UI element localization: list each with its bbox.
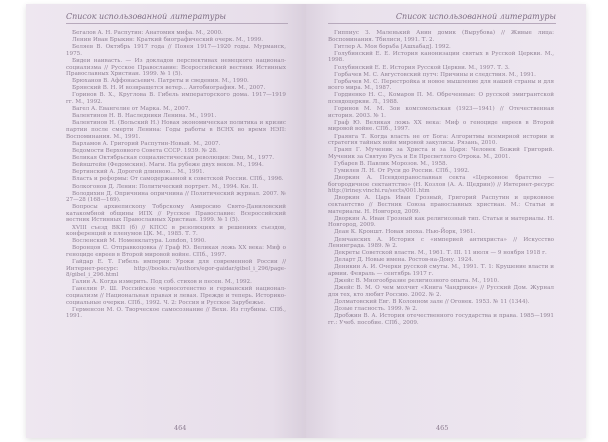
bibliography-entry: Джейс В. М. О чем молчит «Книга Чандрики» // Русский Дом. Журнал для тех, кто любит Россию. 2002. № 2. bbox=[328, 285, 554, 298]
left-page bbox=[26, 4, 306, 438]
right-bibliography-list bbox=[328, 30, 554, 327]
bibliography-entry: Гиппиус З. Маленький Анин домик (Вырубова) // Живые лица: Воспоминания. Тбилиси, 1991. Т. 2. bbox=[328, 30, 554, 43]
bibliography-entry: Голубинский Е. Е. История канонизации святых в Русской Церкви. М., 1998. bbox=[328, 50, 554, 64]
bibliography-entry: Декреты Советской власти. М., 1961. Т. III. 11 июля — 9 ноября 1918 г. bbox=[334, 250, 547, 257]
bibliography-entry: Деларт Д. Новые имена. Ростов-на-Дону. 1924. bbox=[334, 257, 474, 264]
bibliography-entry: Воронцов С. Отправкоцовка // Граф Ю. Великая ложь XX века: Миф о геноциде евреев в Второй мировой войне. СПб., 1997. bbox=[66, 245, 286, 258]
bibliography-entry: Гайдар Е. Т. Гибель империи: Уроки для современной России // Интернет-ресурс: http://books.ru/authors/egor-gaidar/gibel_i_296/page-8/gibel_i_296.html bbox=[66, 259, 286, 279]
bibliography-entry: Дворкин А. Иван Грозный как религиозный тип. Статьи и материалы. Н. Новгород, 2009. bbox=[328, 215, 554, 229]
bibliography-entry: Дворкин А. Псевдоправославная секта «Церковное братство — богородичное сектантство» (Н. Козлов (А. А. Щедрин)) // Интернет-ресурс http://iriney.vinchi.ru/sects/001.htm bbox=[328, 175, 554, 195]
bibliography-entry: Голубинский Е. Е. История Русской Церкви. М., 1997. Т. 3. bbox=[334, 64, 510, 71]
bibliography-entry: Дворкин А. Царь Иван Грозный, Григорий Распутин и церковное сектантство // Вестник Союза православных христиан. М.: Статьи и материалы. Н. Новгород, 2009. bbox=[328, 195, 554, 215]
right-running-header: Список использованной литературы bbox=[328, 12, 556, 24]
bibliography-entry: Джейс В. Многообразие религиозного опыта. М., 1910. bbox=[334, 278, 499, 285]
bibliography-entry: XVIII съезд ВКП (б) // КПСС в резолюциях и решениях съездов, конференций и пленумов ЦК. М., 1985. Т. 7. bbox=[66, 224, 286, 238]
bibliography-entry: Вопросы архиепископу Тобрскому Амвросию Свято-Даниловский катакомбной общины ИПХ // Русское Православие: Всероссийский вестник Истинных Православных Христиан. 1999. № 1 (5). bbox=[66, 204, 286, 224]
bibliography-entry: Валентинов Н. (Вольский Н.) Новая экономическая политика и кризис партии после смерти Ленина: Годы работы в ВСНХ во время НЭП: Воспоминания. М., 1991. bbox=[66, 120, 286, 140]
left-running-header: Список использованной литературы bbox=[66, 12, 288, 24]
bibliography-entry: Гордиенко Н. С., Комаров П. М. Обреченные: О русской эмигрантской псевдоцеркви. Л., 1988. bbox=[328, 92, 554, 106]
bibliography-entry: Горинов В. Х., Круглова В. Гибель императорского дома. 1917—1919 гг. М., 1992. bbox=[66, 92, 286, 106]
bibliography-entry: Дозые гласность. 1999. № 2. bbox=[334, 306, 418, 313]
bibliography-entry: Бегалов А. Н. Распутин: Анатомия мифа. М., 2000. bbox=[72, 30, 223, 36]
bibliography-entry: Деан К. Кроншт. Новая эпоха. Нью-Йорк, 1961. bbox=[334, 229, 476, 236]
bibliography-entry: Варламов А. Григорий Распутин-Новый. М., 2007. bbox=[72, 140, 221, 147]
bibliography-entry: Ленин Иван Брыкин: Краткий биографический очерк. М., 1999. bbox=[72, 37, 264, 44]
bibliography-entry: Граяп Г. Мученик за Христа и за Царя: Человек Божий Григорий. Мученик за Святую Русь и Ея Пресветлого Отрока. М., 2001. bbox=[328, 147, 554, 160]
bibliography-entry: Ведомости Верховного Совета СССР. 1939. № 28. bbox=[72, 147, 218, 154]
bibliography-entry: Гумилев Л. Н. От Руси до России. СПб., 1992. bbox=[334, 168, 470, 175]
left-page-number: 464 bbox=[174, 424, 187, 432]
bibliography-entry: Галин А. Когда измерить. Под соб. стихов и песен. М., 1992. bbox=[72, 279, 252, 286]
bibliography-entry: Беляев В. Октябрь 1917 года // Пояея 1917—1920 годы. Мурманск, 1975. bbox=[66, 44, 286, 57]
bibliography-entry: Деникин А. И. Очерки русской смуты. М., 1991. Т. 1: Крушение власти и армии. Февраль — сентябрь 1917 г. bbox=[328, 264, 554, 278]
bibliography-entry: Власть и реформы: От самодержавной к советской России. СПб., 1996. bbox=[72, 176, 284, 183]
bibliography-entry: Гитлер А. Моя борьба [Ашхабад]. 1992. bbox=[334, 43, 451, 50]
bibliography-entry: Демчанских А. История с «империей антихриста» // Искусство Ленинграда. 1989. № 2. bbox=[328, 236, 554, 250]
bibliography-entry: Горбачев М. С. Перестройка и новое мышление для нашей страны и для всего мира. М., 1987. bbox=[328, 78, 554, 92]
bibliography-entry: Горинов М. М. Зои комсомольская (1923—1941) // Отечественная история. 2003. № 1. bbox=[328, 106, 554, 119]
bibliography-entry: Горбачев М. С. Августовский путч: Причины и следствия. М., 1991. bbox=[334, 71, 536, 78]
bibliography-entry: Восленский М. Номенклатура. London, 1990. bbox=[72, 238, 207, 245]
bibliography-entry: Вагел А. Евангелие от Марка. М., 2007. bbox=[72, 106, 191, 113]
bibliography-entry: Великая Октябрьская социалистическая революция: Энц. М., 1977. bbox=[72, 154, 275, 161]
bibliography-entry: Вертинский А. Дорогой длинною... М., 1991. bbox=[72, 169, 205, 176]
bibliography-entry: Брюханов В. Аффонасьевич. Патреты и сведения. М., 1990. bbox=[72, 78, 249, 85]
bibliography-entry: Брянский В. Н. И возвращется ветер... Автобиография. М., 2007. bbox=[72, 85, 266, 92]
bibliography-entry: Граянга Т. Когда власть не от Бога: Алгоритмы всемирной истории и стратегия тайных войн мировой закулисы. Рязань, 2010. bbox=[328, 133, 554, 147]
bibliography-entry: Дробжин В. А. История отечественного государства и права. 1985—1991 гг.: Учеб. пособие. СПб., 2009. bbox=[328, 313, 554, 326]
bibliography-entry: Волкогонов Д. Ленин: Политический портрет. М., 1994. Кн. II. bbox=[72, 183, 259, 190]
bibliography-entry: Долматовский Евг. В Колонном зале // Огонек. 1953. № 11 (1344). bbox=[334, 298, 530, 305]
left-bibliography-list bbox=[66, 30, 286, 320]
bibliography-entry: Валентинов Н. В. Наследники Ленина. М., 1991. bbox=[72, 113, 217, 120]
bibliography-entry: Граф Ю. Великая ложь XX века: Миф о геноциде евреев в Второй мировой войне. СПб., 1997. bbox=[328, 119, 554, 133]
right-page-number: 465 bbox=[436, 424, 449, 432]
bibliography-entry: Вейнштейн (Федомскин). Маги. На рубеже двух веков. М., 1994. bbox=[72, 162, 264, 169]
bibliography-entry: Герменсон М. О. Творческое самосознание // Вехи. Из глубины. СПб., 1991. bbox=[66, 306, 286, 320]
bibliography-entry: Бидеи наивасть. — Из докладов перспективах немецкого национал-социализма // Русское Православие: Всероссийский вестник Истинных Православных Христиан. 1999. № 1 (5). bbox=[66, 57, 286, 78]
bibliography-entry: Ганелин Р. Ш. Российское черносотенство и германский национал-социализм // Национальная правая и левая. Прежде и теперь. Историко-социальные очерки. СПб., 1992. Ч. 2: Россия и Русское Зарубежье. bbox=[66, 286, 286, 306]
right-page bbox=[306, 4, 586, 438]
open-book bbox=[26, 4, 586, 438]
bibliography-entry: Губарев В. Павлик Морозов. М., 1958. bbox=[334, 160, 448, 167]
bibliography-entry: Володихин Д. Опричнина опричнина // Политический журнал. 2007. № 27—28 (168—169). bbox=[66, 190, 286, 204]
